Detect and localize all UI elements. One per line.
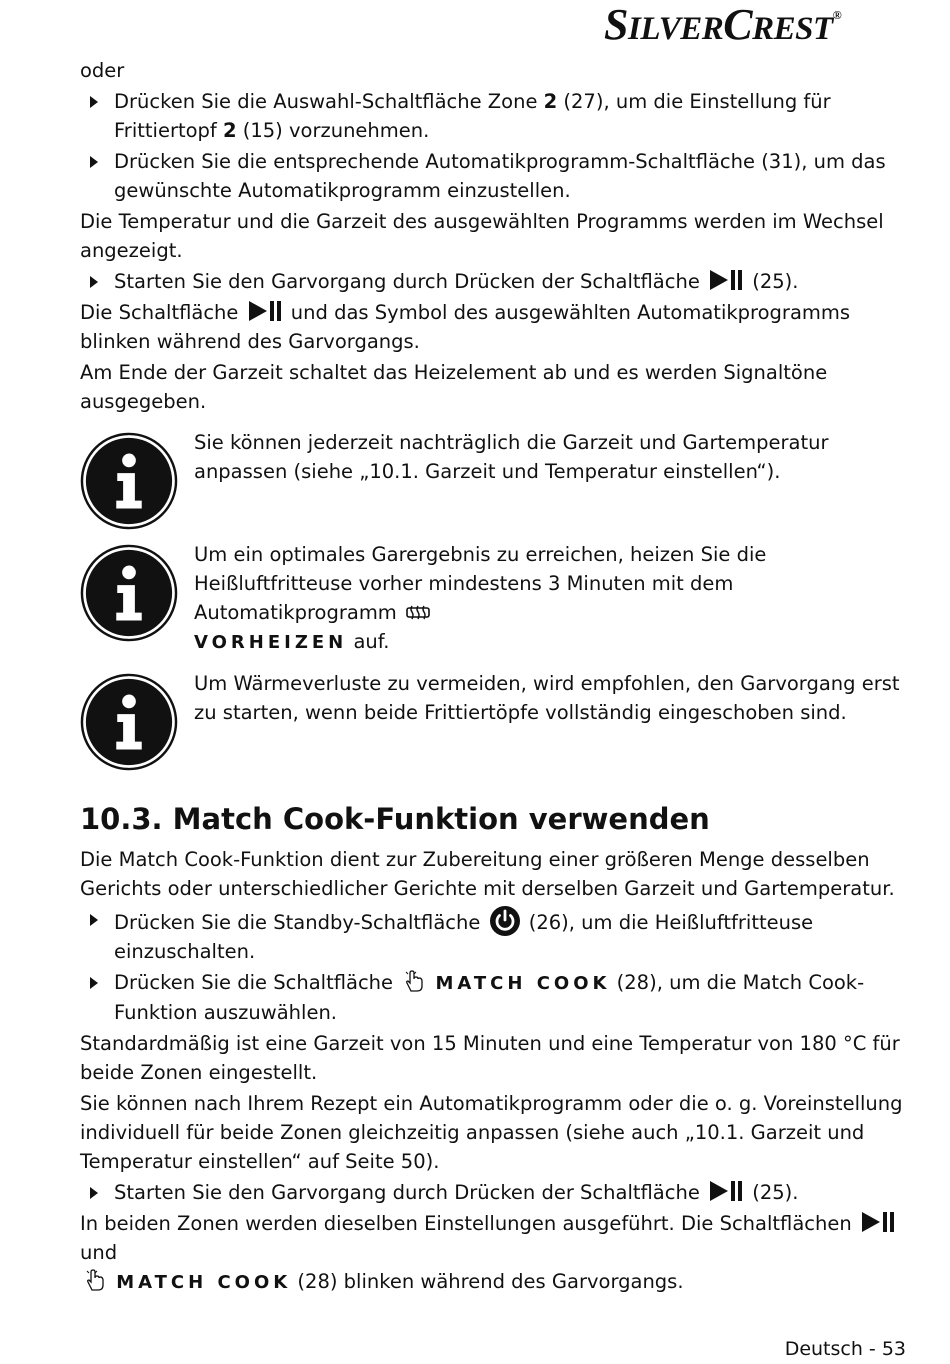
play-pause-icon	[708, 268, 744, 292]
logo-part: S	[604, 0, 628, 49]
text: Drücken Sie die Standby-Schaltfläche	[114, 911, 487, 934]
bullet-arrow-icon	[90, 276, 98, 288]
hand-pointer-icon	[401, 969, 427, 993]
paragraph-match-cook-intro: Die Match Cook-Funktion dient zur Zubereitung einer größeren Menge desselben Gerichts oder unterschiedlicher Gerichte mit derselben Garzeit und Gartemperatur.	[80, 848, 895, 900]
text: Starten Sie den Garvorgang durch Drücken der Schaltfläche	[114, 270, 707, 293]
text: Drücken Sie die entsprechende Automatikprogramm-Schaltfläche (31), um das gewünschte Automatikprogramm einzustellen.	[114, 150, 886, 202]
paragraph-display: Die Temperatur und die Garzeit des ausgewählten Programms werden im Wechsel angezeigt.	[80, 210, 884, 262]
note-text: Sie können jederzeit nachträglich die Garzeit und Gartemperatur anpassen (siehe „10.1. Garzeit und Temperatur einstellen“).	[194, 431, 829, 483]
note-text: Um Wärmeverluste zu vermeiden, wird empfohlen, den Garvorgang erst zu starten, wenn beide Frittiertöpfe vollständig eingeschoben sind.	[194, 672, 900, 724]
play-pause-icon	[708, 1179, 744, 1203]
bullet-arrow-icon	[90, 96, 98, 108]
bullet-arrow-icon	[90, 1187, 98, 1199]
info-icon	[80, 673, 178, 771]
play-pause-icon	[247, 299, 283, 323]
topf-number: 2	[222, 119, 237, 142]
registered-mark: ®	[832, 8, 842, 22]
info-note	[80, 428, 910, 528]
note-text	[194, 540, 910, 657]
logo-part: ILVER	[627, 11, 724, 47]
text: In beiden Zonen werden dieselben Einstellungen ausgeführt. Die Schaltflächen	[80, 1212, 858, 1235]
text: auf.	[347, 630, 390, 653]
info-note	[80, 540, 910, 657]
logo-part: C	[723, 0, 753, 49]
match-cook-keyword: MATCH COOK	[116, 1272, 292, 1293]
page-content	[80, 56, 910, 1299]
text: (28) blinken während des Garvorgangs.	[291, 1270, 684, 1293]
paragraph-adjust: Sie können nach Ihrem Rezept ein Automatikprogramm oder die o. g. Voreinstellung individuell für beide Zonen gleichzeitig anpassen (siehe auch „10.1. Garzeit und Temperatur einstellen“ auf Seite 50).	[80, 1092, 903, 1173]
info-icon	[80, 432, 178, 530]
step-standby	[80, 905, 910, 966]
text: und	[80, 1241, 118, 1264]
paragraph-end: Am Ende der Garzeit schaltet das Heizelement ab und es werden Signaltöne ausgegeben.	[80, 361, 828, 413]
text: (26), um die Heißluftfritteuse einzuschalten.	[114, 911, 814, 963]
page-footer: Deutsch - 53	[784, 1338, 906, 1360]
hand-pointer-icon	[82, 1268, 108, 1292]
power-icon	[489, 905, 521, 937]
text: (25).	[746, 1181, 799, 1204]
text: (15) vorzunehmen.	[236, 119, 430, 142]
section-heading: 10.3. Match Cook-Funktion verwenden	[80, 802, 710, 836]
logo-part: REST	[752, 11, 833, 47]
text: und das Symbol des ausgewählten Automatikprogramms blinken während des Garvorgangs.	[80, 301, 851, 353]
paragraph-both-zones	[80, 1209, 910, 1297]
play-pause-icon	[860, 1210, 896, 1234]
match-cook-keyword: MATCH COOK	[435, 973, 611, 994]
step-start	[80, 267, 910, 296]
text: (25).	[746, 270, 799, 293]
step-start-match	[80, 1178, 910, 1207]
text: Starten Sie den Garvorgang durch Drücken der Schaltfläche	[114, 1181, 707, 1204]
paragraph-default: Standardmäßig ist eine Garzeit von 15 Minuten und eine Temperatur von 180 °C für beide Zonen eingestellt.	[80, 1032, 900, 1084]
step-match-cook	[80, 968, 910, 1027]
bullet-arrow-icon	[90, 156, 98, 168]
bullet-arrow-icon	[90, 914, 98, 926]
program-keyword: VORHEIZEN	[194, 632, 348, 653]
text: Die Schaltfläche	[80, 301, 245, 324]
text: (27), um die Einstellung für Frittiertopf	[114, 90, 831, 142]
text: Drücken Sie die Schaltfläche	[114, 971, 400, 994]
step-select-zone	[80, 87, 910, 145]
step-auto-program	[80, 147, 910, 205]
paragraph-blink	[80, 298, 910, 356]
info-icon	[80, 544, 178, 642]
preheat-icon	[405, 603, 431, 623]
text: Um ein optimales Garergebnis zu erreichen, heizen Sie die Heißluftfritteuse vorher mindestens 3 Minuten mit dem Automatikprogramm	[194, 543, 767, 624]
intro-oder: oder	[80, 59, 125, 82]
bullet-arrow-icon	[90, 977, 98, 989]
text: (28), um die Match Cook-Funktion auszuwählen.	[114, 971, 865, 1024]
info-note	[80, 669, 910, 769]
zone-number: 2	[543, 90, 558, 113]
brand-logo	[604, 0, 914, 50]
text: Drücken Sie die Auswahl-Schaltfläche Zone	[114, 90, 544, 113]
